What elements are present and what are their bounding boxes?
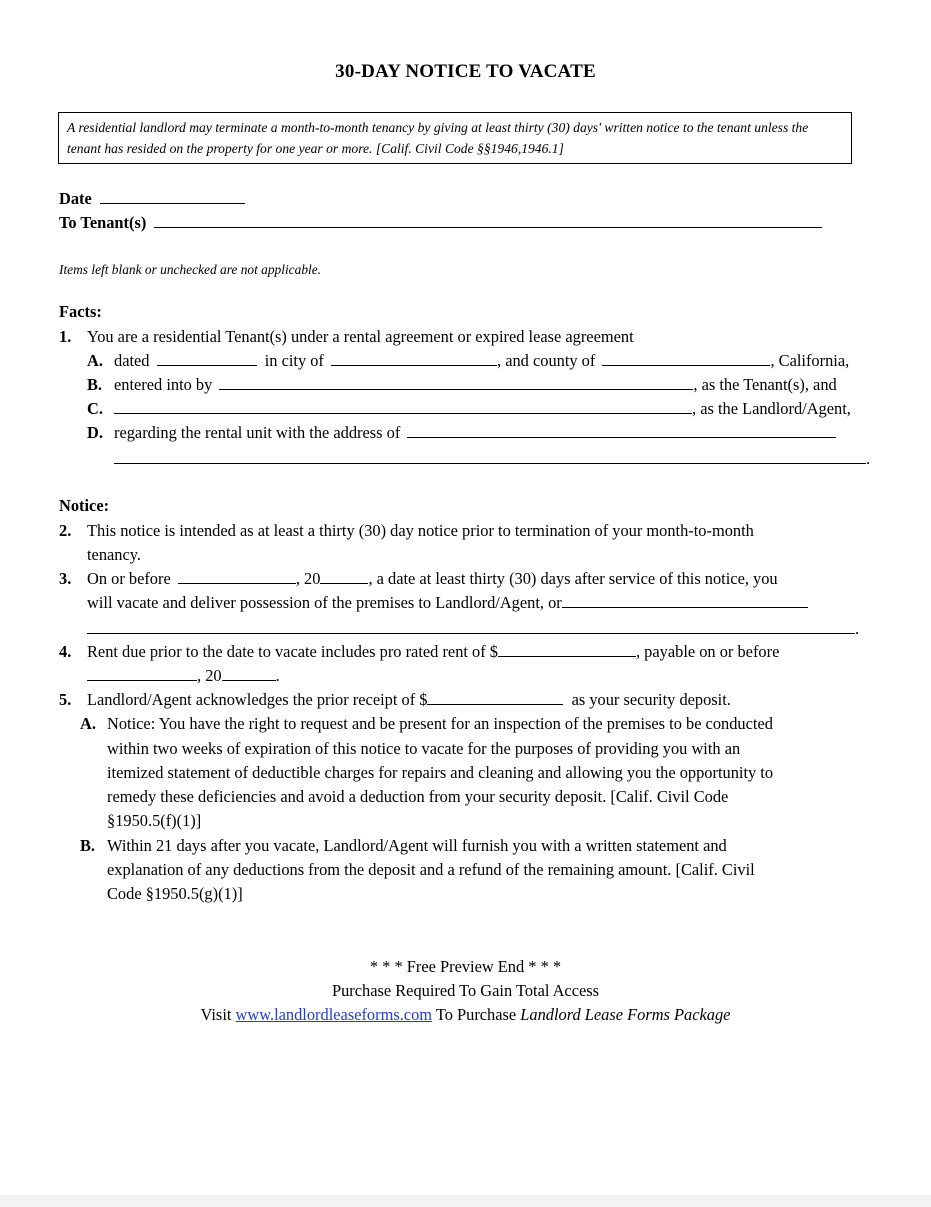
item-1d-row-2: [114, 448, 870, 470]
item-5b-line-3: Code §1950.5(g)(1)]: [107, 884, 243, 903]
county-field[interactable]: [602, 350, 770, 366]
item-2-line-2: tenancy.: [87, 545, 141, 564]
package-name: Landlord Lease Forms Package: [520, 1005, 731, 1024]
california-label: , California,: [770, 351, 850, 370]
tenant-row: [59, 212, 822, 234]
vacate-date-field[interactable]: [178, 568, 296, 584]
item-3-line-2-text: will vacate and deliver possession of the premises to Landlord/Agent, or: [87, 593, 562, 612]
dated-field[interactable]: [157, 350, 257, 366]
item-3-rest: , a date at least thirty (30) days after service of this notice, you: [368, 569, 778, 588]
item-4-line-1: [87, 641, 779, 663]
item-4-number: 4.: [59, 642, 72, 661]
item-3-line-3: [87, 618, 859, 640]
item-5-line-1: [87, 689, 731, 711]
vacate-year-field[interactable]: [320, 568, 368, 584]
item-1b-row: [114, 374, 837, 396]
item-5-number: 5.: [59, 690, 72, 709]
vacate-year-prefix: , 20: [295, 569, 321, 588]
tenant-field[interactable]: [154, 212, 822, 228]
blank-note: Items left blank or unchecked are not applicable.: [59, 262, 322, 277]
intro-notice-box: [58, 112, 852, 164]
facts-heading: Facts:: [59, 302, 102, 321]
security-deposit-field[interactable]: [427, 689, 563, 705]
date-field[interactable]: [100, 188, 245, 204]
prorated-rent-field[interactable]: [498, 641, 636, 657]
on-or-before-label: On or before: [87, 569, 171, 588]
item-5a-label: A.: [80, 714, 96, 733]
rental-unit-label: regarding the rental unit with the address of: [114, 423, 401, 442]
item-5-text: Landlord/Agent acknowledges the prior receipt of $: [87, 690, 428, 709]
as-tenant-label: , as the Tenant(s), and: [693, 375, 837, 394]
landlord-name-field[interactable]: [114, 398, 692, 414]
intro-notice-text: A residential landlord may terminate a month-to-month tenancy by giving at least thirty (30) days' written notice to the tenant unless the tenant has resided on the property for one year or more. [Calif. Civil Code §§1946,1946.1]: [67, 120, 809, 156]
item-1c-label: C.: [87, 399, 103, 418]
item-4-line-2: [87, 665, 280, 687]
page-title: 30-DAY NOTICE TO VACATE: [335, 61, 596, 82]
item-1b-label: B.: [87, 375, 103, 394]
as-landlord-label: , as the Landlord/Agent,: [692, 399, 851, 418]
item-2-number: 2.: [59, 521, 72, 540]
city-field[interactable]: [331, 350, 497, 366]
item-5b-line-2: explanation of any deductions from the deposit and a refund of the remaining amount. [Calif. Civil: [107, 860, 755, 879]
notice-heading: Notice:: [59, 496, 110, 515]
address-field-2[interactable]: [114, 448, 866, 464]
purchase-required-text: Purchase Required To Gain Total Access: [331, 981, 600, 1000]
item-2-line-1: This notice is intended as at least a thirty (30) day notice prior to termination of your month-to-month: [87, 521, 754, 540]
item-5b-line-1: Within 21 days after you vacate, Landlord/Agent will furnish you with a written statement and: [107, 836, 727, 855]
item-1d-label: D.: [87, 423, 103, 442]
rent-due-date-field[interactable]: [87, 665, 197, 681]
item-3-line-1: [87, 568, 778, 590]
item-1c-row: [114, 398, 851, 420]
landlord-lease-forms-link[interactable]: www.landlordleaseforms.com: [235, 1005, 433, 1024]
item-5a-line-4: remedy these deficiencies and avoid a deduction from your security deposit. [Calif. Civil Code: [107, 787, 729, 806]
address-end: .: [866, 449, 871, 468]
item-5a-line-1: Notice: You have the right to request and be present for an inspection of the premises to be conducted: [107, 714, 773, 733]
item-1a-row: [114, 350, 849, 372]
item-4-text: Rent due prior to the date to vacate includes pro rated rent of $: [87, 642, 498, 661]
item-3-end: .: [855, 619, 860, 638]
item-5a-line-3: itemized statement of deductible charges for repairs and cleaning and allowing you the opportunity to: [107, 763, 774, 782]
visit-label: Visit: [200, 1005, 232, 1024]
tenant-names-field[interactable]: [219, 374, 693, 390]
tenant-label: To Tenant(s): [59, 213, 147, 232]
item-1-number: 1.: [59, 327, 72, 346]
item-3-line-2: [87, 592, 808, 614]
city-label: in city of: [264, 351, 324, 370]
item-3-number: 3.: [59, 569, 72, 588]
item-1d-row: [114, 422, 836, 444]
date-label: Date: [59, 189, 92, 208]
to-purchase-label: To Purchase: [435, 1005, 517, 1024]
item-4-rest: , payable on or before: [635, 642, 780, 661]
dated-label: dated: [114, 351, 150, 370]
item-1-text: You are a residential Tenant(s) under a rental agreement or expired lease agreement: [87, 327, 634, 346]
rent-year-field[interactable]: [222, 665, 276, 681]
date-row: [59, 188, 245, 210]
item-5b-label: B.: [80, 836, 96, 855]
county-label: , and county of: [497, 351, 596, 370]
item-1a-label: A.: [87, 351, 103, 370]
preview-end-text: * * * Free Preview End * * *: [369, 957, 562, 976]
item-5-rest: as your security deposit.: [571, 690, 731, 709]
item-4-end: .: [275, 666, 280, 685]
vacate-other-field-2[interactable]: [87, 618, 855, 634]
item-5a-line-2: within two weeks of expiration of this notice to vacate for the purposes of providing you with an: [107, 739, 741, 758]
page-bottom-edge: [0, 1195, 931, 1207]
visit-line: [0, 1004, 931, 1026]
item-5a-line-5: §1950.5(f)(1)]: [107, 811, 202, 830]
rent-year-prefix: , 20: [197, 666, 222, 685]
entered-into-label: entered into by: [114, 375, 213, 394]
address-field-1[interactable]: [407, 422, 836, 438]
vacate-other-field-1[interactable]: [562, 592, 808, 608]
